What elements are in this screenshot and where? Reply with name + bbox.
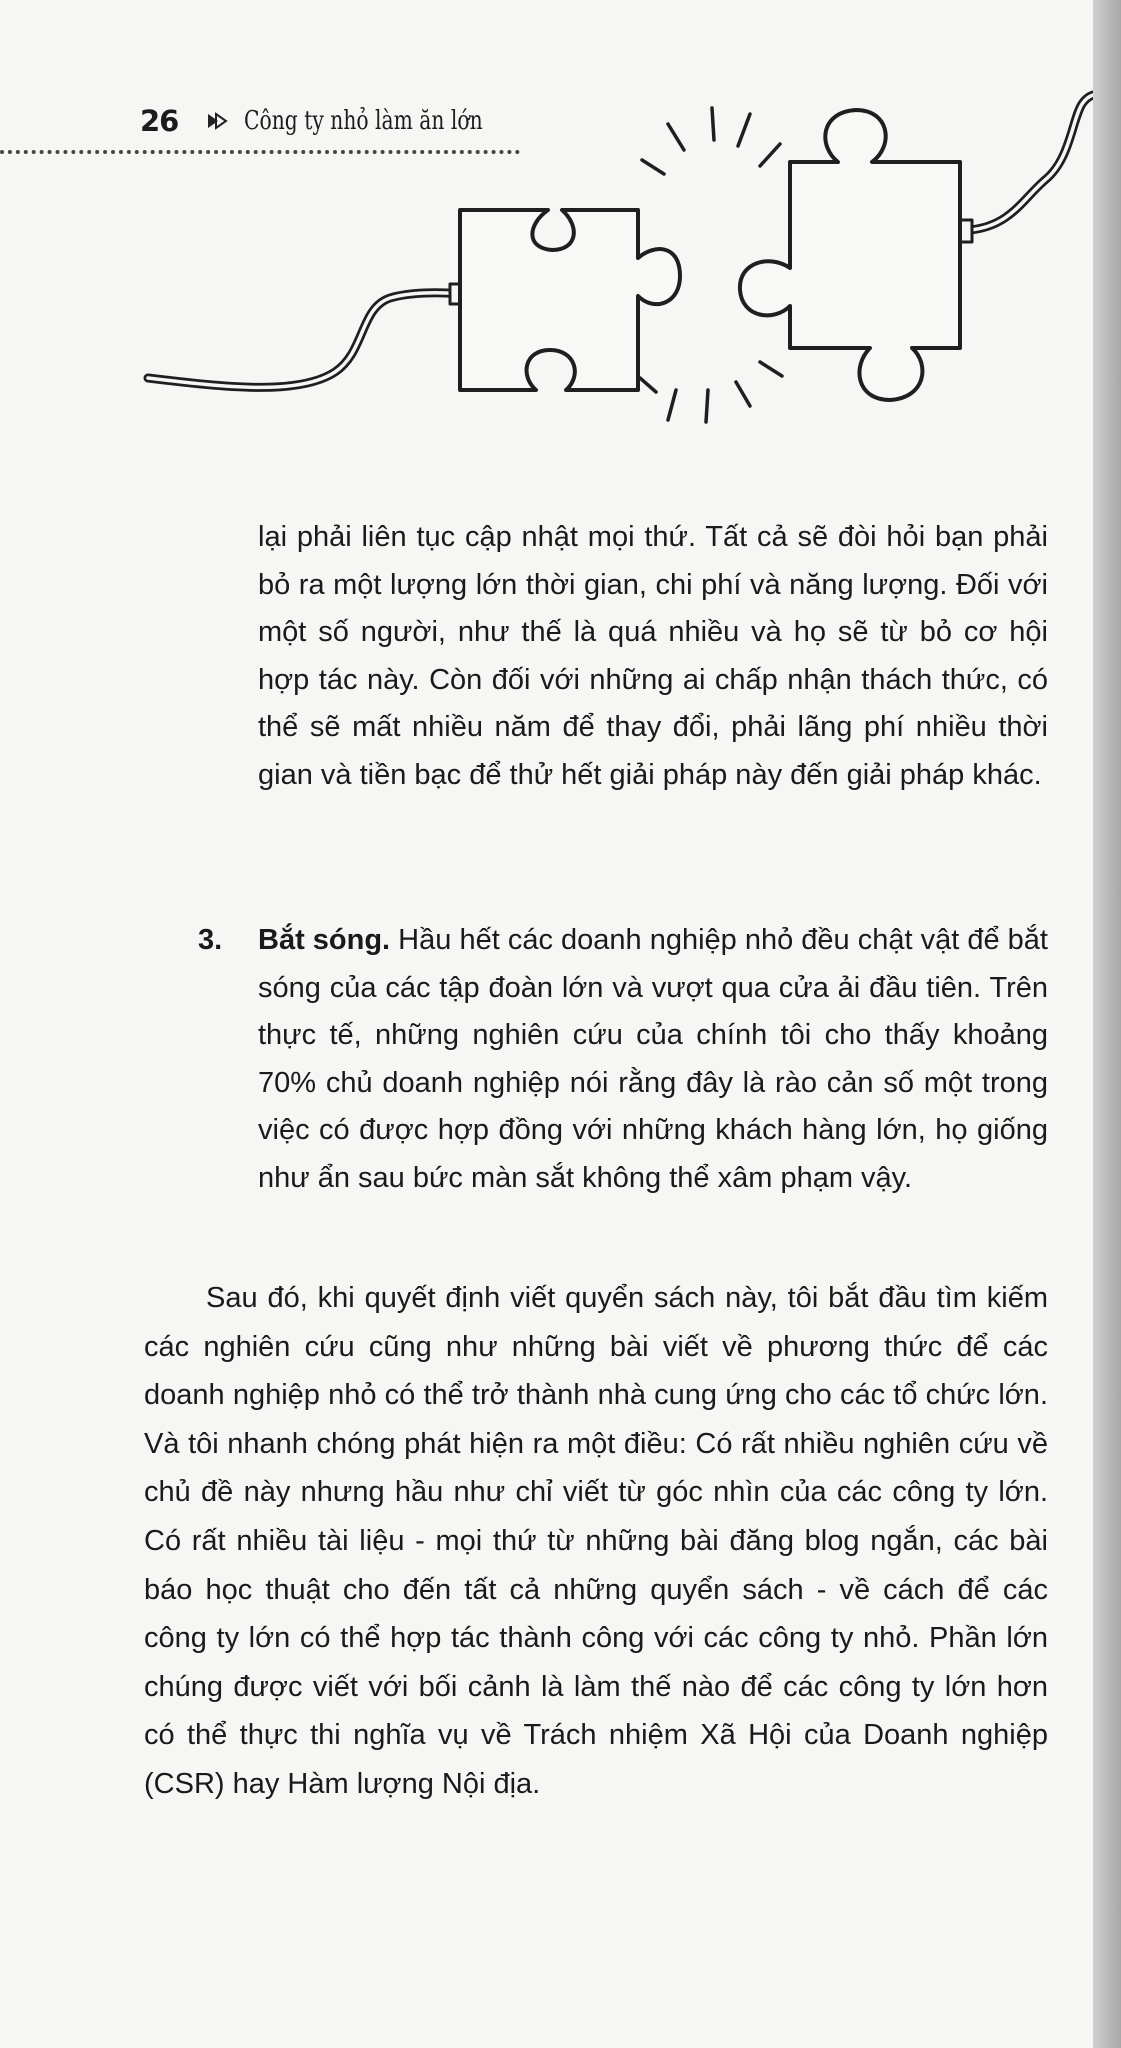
connecting-puzzle-pieces-illustration [0, 60, 1093, 460]
list-number: 3. [198, 924, 223, 956]
book-title: Công ty nhỏ làm ăn lớn [244, 106, 484, 136]
page-edge-shadow [1093, 0, 1121, 2048]
paragraph-closing: Sau đó, khi quyết định viết quyển sách này, tôi bắt đầu tìm kiếm các nghiên cứu cũng như những bài viết về phương thức để các doanh nghiệp nhỏ có thể trở thành nhà cung ứng cho các tổ chức lớn. Và tôi nhanh chóng phát hiện ra một điều: Có rất nhiều nghiên cứu về chủ đề này nhưng hầu như chỉ viết từ góc nhìn của các công ty lớn. Có rất nhiều tài liệu - mọi thứ từ những bài đăng blog ngắn, các bài báo học thuật cho đến tất cả những quyển sách - về cách để các công ty lớn có thể hợp tác thành công với các công ty nhỏ. Phần lớn chúng được viết với bối cảnh là làm thế nào để các công ty lớn hơn có thể thực thi nghĩa vụ về Trách nhiệm Xã Hội của Doanh nghiệp (CSR) hay Hàm lượng Nội địa. [144, 1282, 1048, 1800]
list-item-body: Hầu hết các doanh nghiệp nhỏ đều chật vật để bắt sóng của các tập đoàn lớn và vượt qua cửa ải đầu tiên. Trên thực tế, những nghiên cứu của chính tôi cho thấy khoảng 70% chủ doanh nghiệp nói rằng đây là rào cản số một trong việc có được hợp đồng với những khách hàng lớn, họ giống như ẩn sau bức màn sắt không thể xâm phạm vậy. [258, 924, 1048, 1194]
page-number: 26 [140, 104, 179, 138]
list-item-text [258, 917, 1048, 1203]
list-item-heading: Bắt sóng. [258, 924, 391, 956]
paragraph-continued: lại phải liên tục cập nhật mọi thứ. Tất cả sẽ đòi hỏi bạn phải bỏ ra một lượng lớn thời gian, chi phí và năng lượng. Đối với một số người, như thế là quá nhiều và họ sẽ từ bỏ cơ hội hợp tác này. Còn đối với những ai chấp nhận thách thức, có thể sẽ mất nhiều năm để thay đổi, phải lãng phí nhiều thời gian và tiền bạc để thử hết giải pháp này đến giải pháp khác. [258, 521, 1048, 791]
